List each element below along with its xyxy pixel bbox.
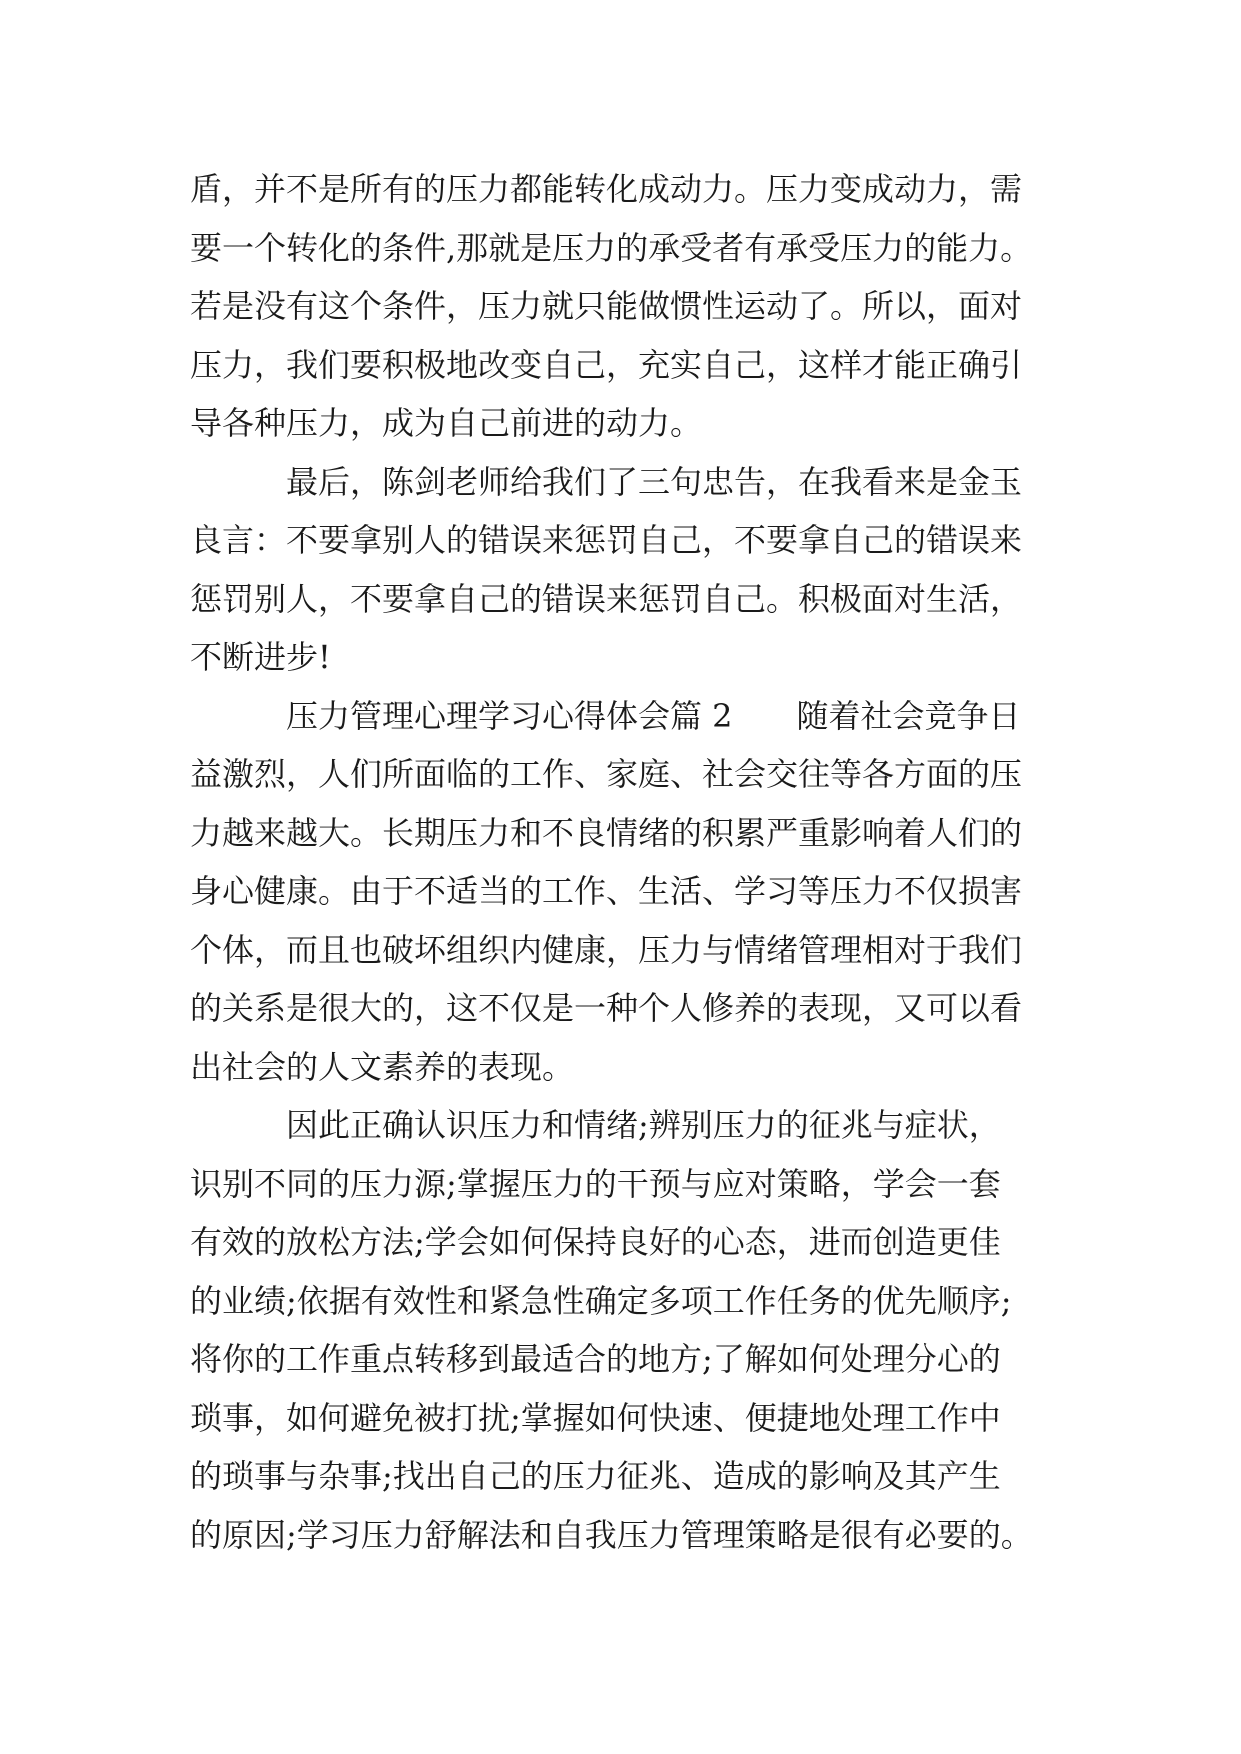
text-line: 识别不同的压力源;掌握压力的干预与应对策略，学会一套	[190, 1164, 1001, 1203]
text-line: 琐事，如何避免被打扰;掌握如何快速、便捷地处理工作中	[190, 1398, 1001, 1437]
text-line: 要一个转化的条件,那就是压力的承受者有承受压力的能力。	[190, 228, 1033, 267]
text-line: 的原因;学习压力舒解法和自我压力管理策略是很有必要的。	[190, 1515, 1033, 1554]
document-body	[190, 160, 1070, 1564]
text-line: 不断进步!	[190, 638, 331, 676]
text-line: 若是没有这个条件，压力就只能做惯性运动了。所以，面对	[190, 287, 1023, 325]
text-line: 盾，并不是所有的压力都能转化成动力。压力变成动力，需	[190, 170, 1023, 208]
text-line: 身心健康。由于不适当的工作、生活、学习等压力不仅损害	[190, 872, 1023, 910]
paragraph-start-line: 压力管理心理学习心得体会篇 2 随着社会竞争日	[286, 696, 1021, 735]
text-line: 个体，而且也破坏组织内健康，压力与情绪管理相对于我们	[190, 930, 1023, 969]
text-line: 的业绩;依据有效性和紧急性确定多项工作任务的优先顺序;	[190, 1281, 1012, 1320]
text-line: 良言：不要拿别人的错误来惩罚自己，不要拿自己的错误来	[190, 521, 1023, 559]
paragraph-start-line: 最后，陈剑老师给我们了三句忠告，在我看来是金玉	[286, 462, 1023, 501]
text-line: 有效的放松方法;学会如何保持良好的心态，进而创造更佳	[190, 1223, 1001, 1261]
text-line: 将你的工作重点转移到最适合的地方;了解如何处理分心的	[190, 1340, 1001, 1378]
text-line: 的琐事与杂事;找出自己的压力征兆、造成的影响及其产生	[190, 1457, 1001, 1495]
text-line: 导各种压力，成为自己前进的动力。	[190, 404, 703, 442]
text-line: 压力，我们要积极地改变自己，充实自己，这样才能正确引	[190, 345, 1023, 384]
text-line: 出社会的人文素养的表现。	[190, 1047, 575, 1086]
text-line: 力越来越大。长期压力和不良情绪的积累严重影响着人们的	[190, 813, 1023, 852]
text-line: 的关系是很大的，这不仅是一种个人修养的表现，又可以看	[190, 989, 1023, 1027]
paragraph-start-line: 因此正确认识压力和情绪;辨别压力的征兆与症状，	[286, 1106, 1001, 1144]
text-line: 惩罚别人，不要拿自己的错误来惩罚自己。积极面对生活，	[190, 579, 1023, 618]
text-line: 益激烈，人们所面临的工作、家庭、社会交往等各方面的压	[190, 755, 1023, 793]
